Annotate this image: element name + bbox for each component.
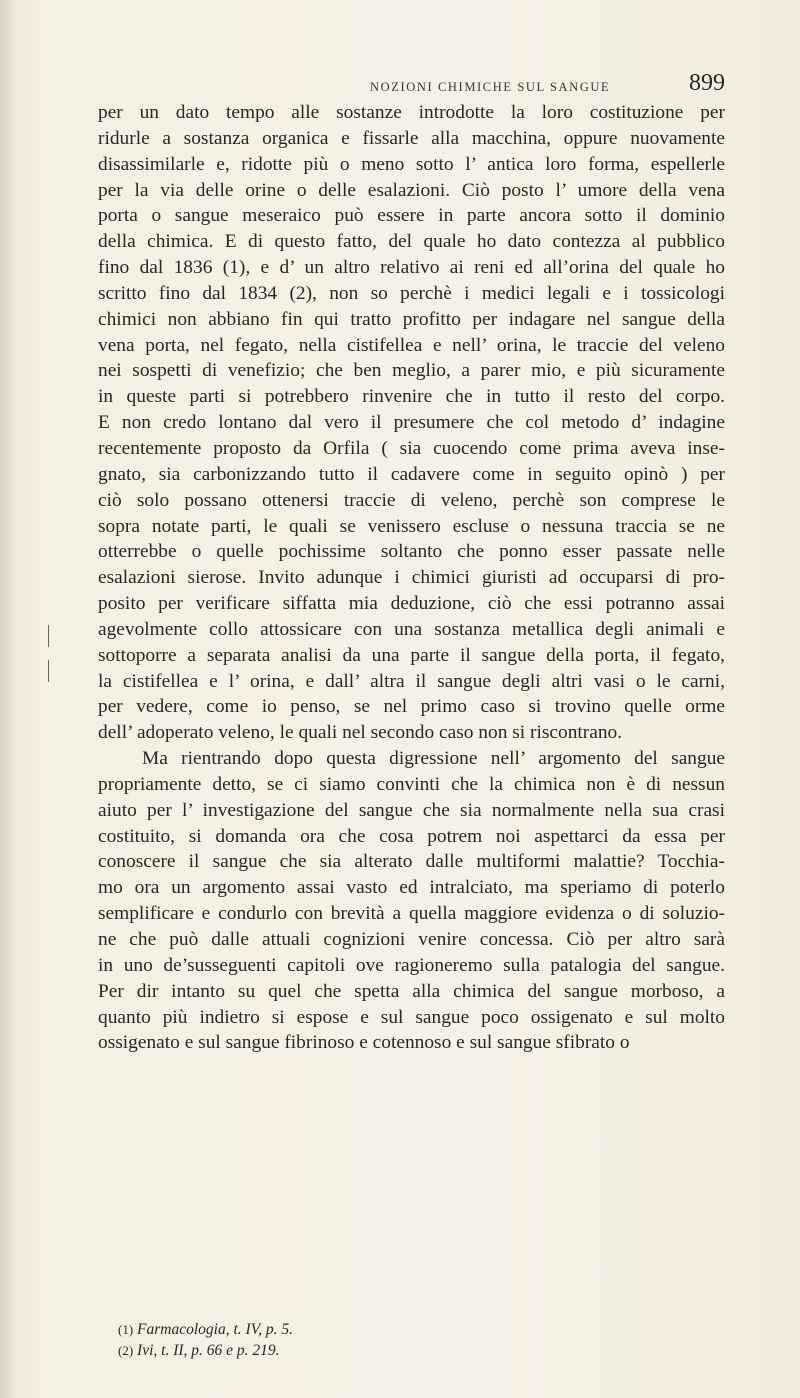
text-line: propriamente detto, se ci siamo convinti che la chimica non è di nessun xyxy=(98,773,725,795)
margin-mark xyxy=(48,660,49,682)
text-line: fino dal 1836 (1), e d’ un altro relativo ai reni ed all’orina del quale ho xyxy=(98,257,725,279)
text-line: ridurle a sostanza organica e fissarle alla macchina, oppure nuovamente xyxy=(98,127,725,149)
text-line: esalazioni sierose. Invito adunque i chimici giuristi ad occuparsi di pro- xyxy=(98,567,725,589)
text-line: semplificare e condurlo con brevità a quella maggiore evidenza o di soluzio- xyxy=(98,903,725,925)
text-line: in uno de’susseguenti capitoli ove ragioneremo sulla patalogia del sangue. xyxy=(98,954,725,976)
text-line: per la via delle orine o delle esalazioni. Ciò posto l’ umore della vena xyxy=(98,179,725,201)
footnote-text: Ivi, t. II, p. 66 e p. 219. xyxy=(137,1342,280,1359)
text-line: sopra notate parti, le quali se venissero escluse o nessuna traccia se ne xyxy=(98,515,725,537)
footnote-mark: (2) xyxy=(118,1343,134,1358)
text-line: chimici non abbiano fin qui tratto profitto per indagare nel sangue della xyxy=(98,308,725,330)
text-line: per un dato tempo alle sostanze introdotte la loro costituzione per xyxy=(98,102,725,123)
text-line: posito per verificare siffatta mia deduzione, ciò che essi potranno assai xyxy=(98,593,725,615)
text-line: disassimilarle e, ridotte più o meno sotto l’ antica loro forma, espellerle xyxy=(98,153,725,175)
text-line: vena porta, nel fegato, nella cistifellea e nell’ orina, le traccie del veleno xyxy=(98,334,725,356)
page-edge-shadow xyxy=(0,0,14,1398)
text-line: la cistifellea e l’ orina, e dall’ altra il sangue degli altri vasi o le carni, xyxy=(98,670,725,692)
text-line: mo ora un argomento assai vasto ed intralciato, ma speriamo di poterlo xyxy=(98,877,725,899)
text-line: della chimica. E di questo fatto, del quale ho dato contezza al pubblico xyxy=(98,231,725,253)
text-line: ne che può dalle attuali cognizioni venire concessa. Ciò per altro sarà xyxy=(98,929,725,950)
text-line: in queste parti si potrebbero rinvenire che in tutto il resto del corpo. xyxy=(98,386,725,408)
footnote xyxy=(118,1340,678,1361)
text-line: Per dir intanto su quel che spetta alla chimica del sangue morboso, a xyxy=(98,980,725,1002)
footnote-mark: (1) xyxy=(118,1322,134,1337)
page-number: 899 xyxy=(689,70,725,96)
text-line: ciò solo possano ottenersi traccie di veleno, perchè son comprese le xyxy=(98,489,725,511)
text-line: per vedere, come io penso, se nel primo caso si trovino quelle orme xyxy=(98,696,725,718)
text-line: gnato, sia carbonizzando tutto il cadavere come in seguito opinò ) per xyxy=(98,463,725,485)
text-line: scritto fino dal 1834 (2), non so perchè i medici legali e i tossicologi xyxy=(98,282,725,304)
text-line: Ma rientrando dopo questa digressione nell’ argomento del sangue xyxy=(142,748,725,770)
page-header xyxy=(165,66,725,100)
text-line: conoscere il sangue che sia alterato dalle multiformi malattie? Tocchia- xyxy=(98,851,725,873)
text-line: E non credo lontano dal vero il presumere che col metodo d’ indagine xyxy=(98,412,725,434)
text-line: sottoporre a separata analisi da una parte il sangue della porta, il fegato, xyxy=(98,644,725,666)
margin-mark xyxy=(48,625,49,647)
running-head: NOZIONI CHIMICHE SUL SANGUE xyxy=(370,80,611,94)
text-line: aiuto per l’ investigazione del sangue che sia normalmente nella sua crasi xyxy=(98,799,725,821)
text-line: dell’ adoperato veleno, le quali nel secondo caso non si riscontrano. xyxy=(98,722,623,744)
footnotes xyxy=(118,1319,678,1361)
text-line: costituito, si domanda ora che cosa potrem noi aspettarci da essa per xyxy=(98,825,725,847)
footnote xyxy=(118,1319,678,1340)
text-line: recentemente proposto da Orfila ( sia cuocendo come prima aveva inse- xyxy=(98,437,725,459)
footnote-text: Farmacologia, t. IV, p. 5. xyxy=(137,1321,294,1338)
text-line: ossigenato e sul sangue fibrinoso e cotennoso e sul sangue sfibrato o xyxy=(98,1032,630,1054)
text-line: quanto più indietro si espose e sul sangue poco ossigenato e sul molto xyxy=(98,1006,725,1028)
text-line: otterrebbe o quelle pochissime soltanto che ponno esser passate nelle xyxy=(98,541,725,563)
text-line: porta o sangue meseraico può essere in parte ancora sotto il dominio xyxy=(98,205,725,227)
text-line: nei sospetti di venefizio; che ben meglio, a parer mio, e più sicuramente xyxy=(98,360,725,382)
body-text xyxy=(98,100,725,1056)
text-line: agevolmente collo attossicare con una sostanza metallica degli animali e xyxy=(98,618,725,640)
